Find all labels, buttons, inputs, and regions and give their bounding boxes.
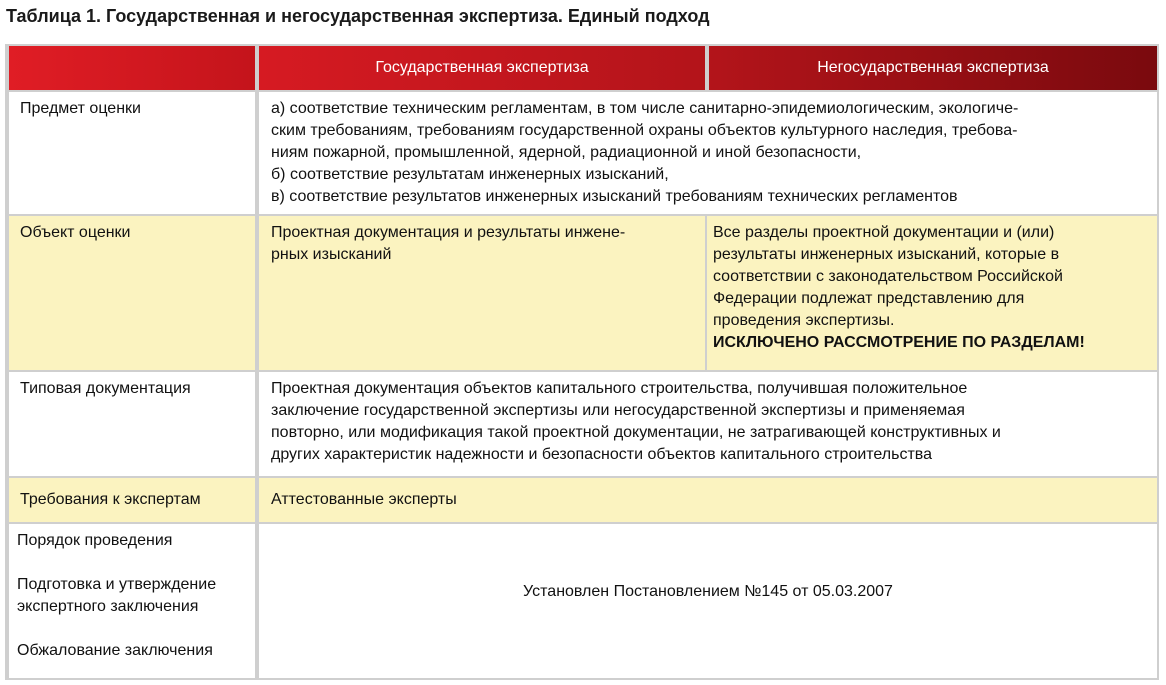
text-line: Проектная документация объектов капитального строительства, получившая положительное — [271, 380, 968, 397]
text-line: Федерации подлежат представлению для — [713, 290, 1025, 307]
row-label-procedure — [9, 524, 255, 678]
text-line: б) соответствие результатам инженерных изысканий, — [271, 166, 669, 183]
header-state-expertise: Государственная экспертиза — [259, 46, 705, 90]
text-line: проведения экспертизы. — [713, 312, 895, 329]
row-value-experts — [259, 478, 1157, 522]
row-label-text: Предмет оценки — [20, 100, 141, 117]
row-label-typical — [9, 372, 255, 476]
text-line: других характеристик надежности и безопасности объектов капитального строительства — [271, 446, 933, 463]
row-label-text: Типовая документация — [20, 380, 191, 397]
label-order: Порядок проведения — [17, 532, 173, 549]
text-line: рных изысканий — [271, 246, 392, 263]
label-prep-line2: экспертного заключения — [17, 598, 199, 615]
text-line: соответствии с законодательством Российской — [713, 268, 1063, 285]
row-value-object-state — [259, 216, 705, 370]
text-line: заключение государственной экспертизы или негосударственной экспертизы и применяемая — [271, 402, 965, 419]
text-line: Проектная документация и результаты инжене- — [271, 224, 626, 241]
row-label-subject — [9, 92, 255, 214]
emphasis-text: ИСКЛЮЧЕНО РАССМОТРЕНИЕ ПО РАЗДЕЛАМ! — [713, 334, 1085, 351]
label-appeal: Обжалование заключения — [17, 642, 213, 659]
row-value-object-nonstate — [707, 216, 1157, 370]
header-corner — [9, 46, 255, 90]
comparison-table — [5, 44, 1159, 680]
row-label-experts — [9, 478, 255, 522]
row-value-subject — [259, 92, 1157, 214]
text-line: ским требованиям, требованиям государственной охраны объектов культурного наследия, требова- — [271, 122, 1018, 139]
row-label-text: Требования к экспертам — [20, 491, 201, 508]
header-nonstate-expertise: Негосударственная экспертиза — [709, 46, 1157, 90]
label-prep-line1: Подготовка и утверждение — [17, 576, 217, 593]
text-line: а) соответствие техническим регламентам, в том числе санитарно-эпидемиологическим, экологиче- — [271, 100, 1019, 117]
row-label-object — [9, 216, 255, 370]
row-label-text: Объект оценки — [20, 224, 131, 241]
text-line: ниям пожарной, промышленной, ядерной, радиационной и иной безопасности, — [271, 144, 862, 161]
procedure-text: Установлен Постановлением №145 от 05.03.2007 — [523, 583, 893, 600]
row-value-procedure — [259, 524, 1157, 678]
table-title: Таблица 1. Государственная и негосударственная экспертиза. Единый подход — [6, 6, 710, 26]
text-line: Аттестованные эксперты — [271, 491, 457, 508]
row-value-typical — [259, 372, 1157, 476]
text-line: результаты инженерных изысканий, которые в — [713, 246, 1060, 263]
text-line: повторно, или модификация такой проектной документации, не затрагивающей конструктивных и — [271, 424, 1001, 441]
text-line: в) соответствие результатов инженерных изысканий требованиям технических регламентов — [271, 188, 958, 205]
text-line: Все разделы проектной документации и (или) — [713, 224, 1055, 241]
